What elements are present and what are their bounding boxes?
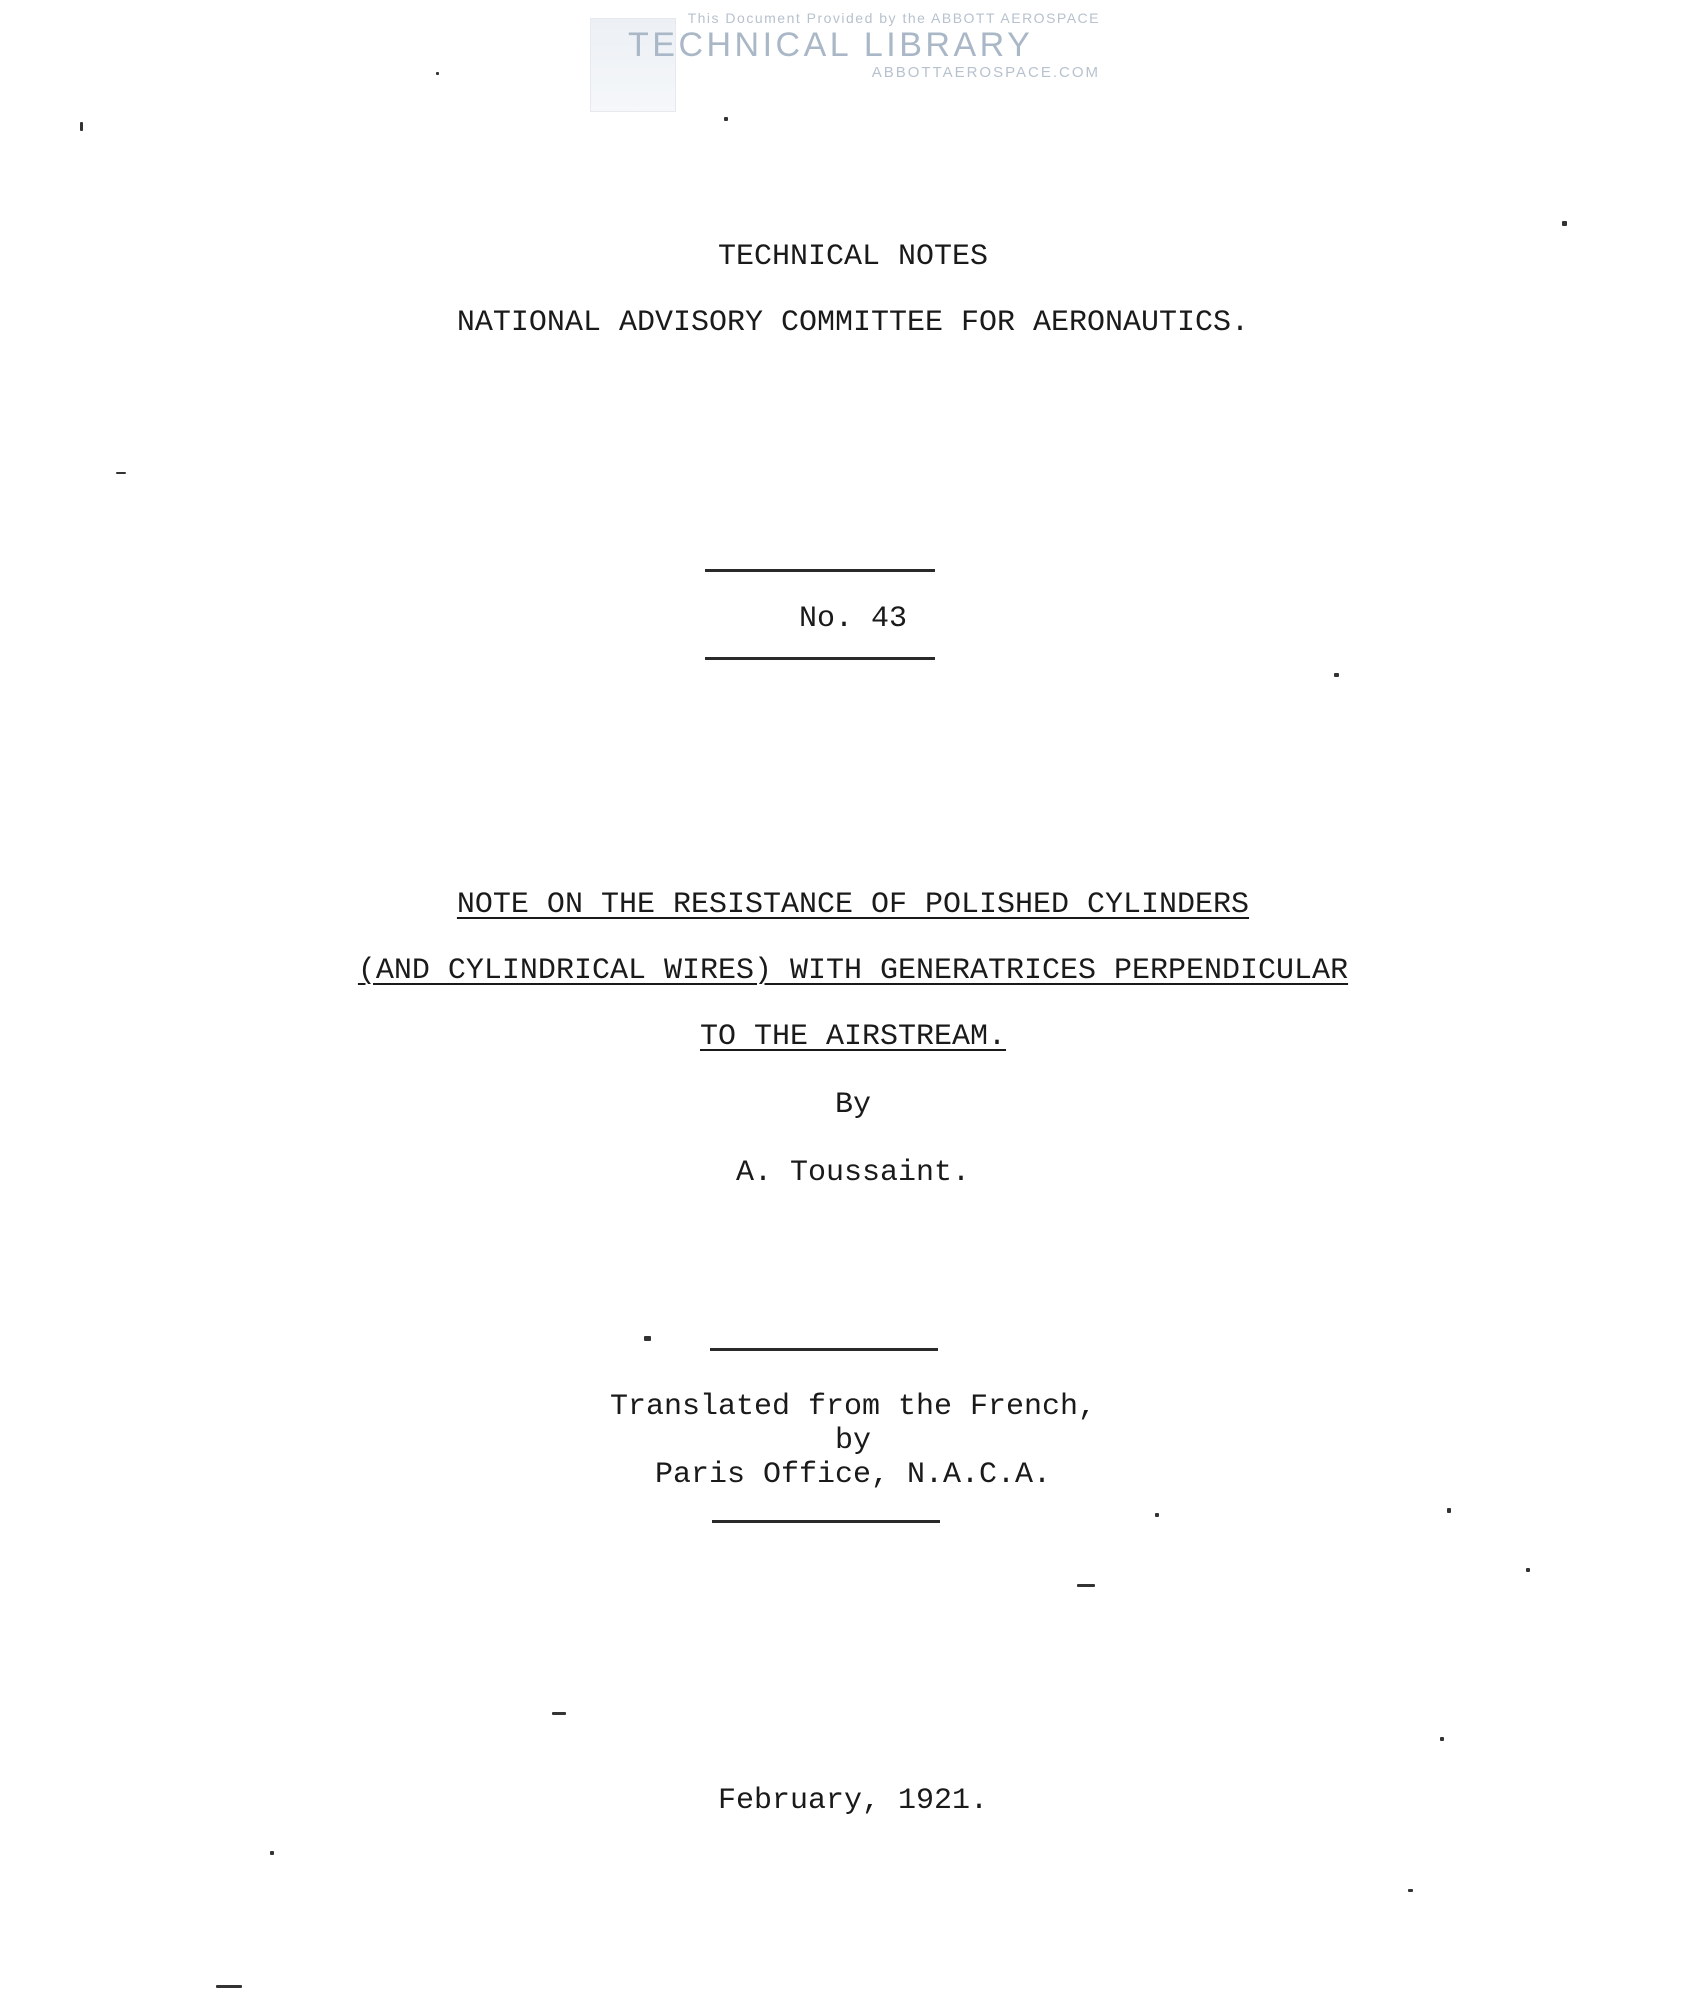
scan-speck (1440, 1737, 1444, 1741)
author-name: A. Toussaint. (735, 1156, 971, 1190)
scan-speck (1408, 1889, 1413, 1892)
divider (705, 657, 935, 660)
watermark-url: ABBOTTAEROSPACE.COM (871, 64, 1100, 81)
translation-by: by (834, 1424, 871, 1458)
scan-speck (1447, 1508, 1451, 1513)
publication-date: February, 1921. (717, 1784, 989, 1818)
by-label: By (834, 1088, 871, 1122)
scan-speck (116, 472, 126, 474)
translator-office: Paris Office, N.A.C.A. (654, 1458, 1052, 1492)
title-line-2: (AND CYLINDRICAL WIRES) WITH GENERATRICES PERPENDICULAR (357, 954, 1349, 988)
watermark-title: TECHNICAL LIBRARY (628, 26, 1034, 64)
scan-speck (270, 1851, 274, 1855)
scan-speck (1155, 1513, 1159, 1517)
scan-speck (1562, 221, 1567, 226)
translation-note: Translated from the French, (609, 1390, 1097, 1424)
scan-speck (436, 72, 439, 75)
title-line-3: TO THE AIRSTREAM. (699, 1020, 1007, 1054)
library-watermark (580, 4, 1140, 114)
committee-heading: NATIONAL ADVISORY COMMITTEE FOR AERONAUTICS. (456, 306, 1250, 340)
scan-speck (1334, 673, 1339, 677)
divider (705, 569, 935, 572)
divider (712, 1520, 940, 1523)
scan-speck (216, 1985, 242, 1988)
scan-speck (644, 1336, 651, 1341)
divider (710, 1348, 938, 1351)
note-number: No. 43 (798, 602, 908, 636)
scan-speck (80, 122, 83, 131)
scan-speck (1077, 1584, 1095, 1587)
scan-speck (552, 1712, 566, 1715)
scan-speck (1526, 1568, 1530, 1572)
series-heading: TECHNICAL NOTES (717, 240, 989, 274)
watermark-top-line: This Document Provided by the ABBOTT AEROSPACE (687, 10, 1100, 26)
title-line-1: NOTE ON THE RESISTANCE OF POLISHED CYLINDERS (456, 888, 1250, 922)
scan-speck (724, 117, 728, 121)
